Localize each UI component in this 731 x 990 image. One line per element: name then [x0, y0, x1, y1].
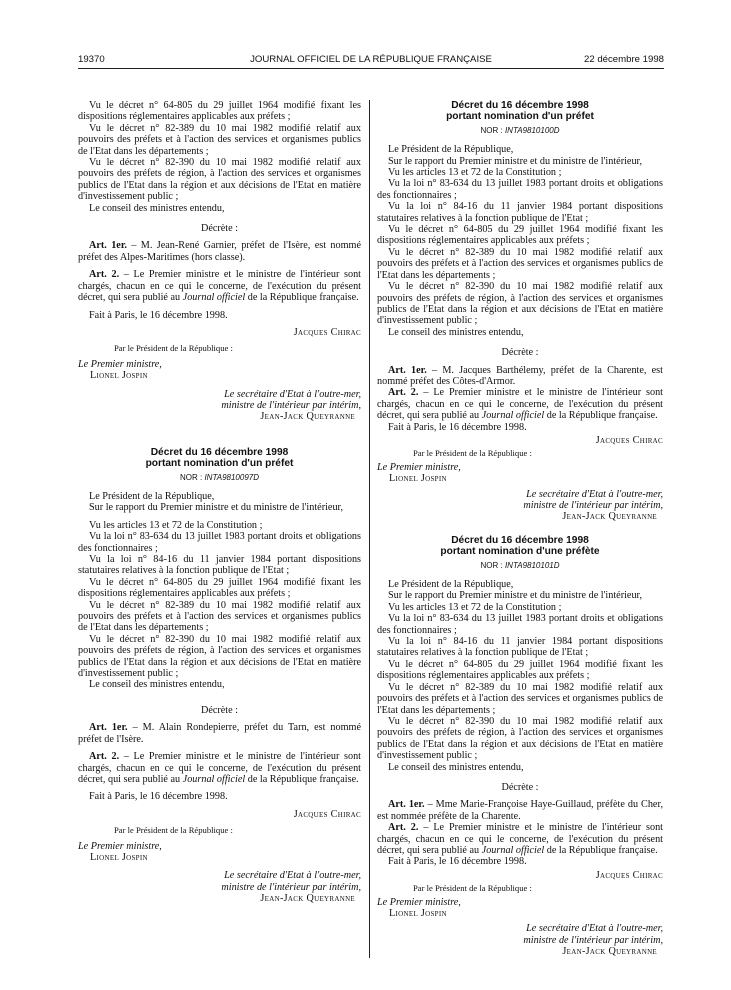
decrete-heading: Décrète :: [501, 347, 539, 359]
visa-paragraph: Vu le décret n° 82-390 du 10 mai 1982 modifié relatif aux pouvoirs des préfets de région, à l'action des services et organismes publics de l'Etat dans la région et aux décisions de l'Etat en matière d'investissement public ;: [377, 281, 663, 327]
article-text: de la République française.: [245, 292, 359, 304]
article-1: [78, 722, 361, 745]
article-text: – M. Jacques Barthélemy, préfet de la Charente, est nommé préfet des Côtes-d'Armor.: [377, 364, 663, 387]
right-column: [377, 100, 663, 958]
journal-officiel-mention: Journal officiel: [182, 773, 246, 785]
journal-officiel-mention: Journal officiel: [481, 844, 545, 856]
page-number: 19370: [78, 54, 105, 65]
issue-date: 22 décembre 1998: [583, 54, 664, 65]
secretaire-title-line1: Le secrétaire d'Etat à l'outre-mer,: [526, 488, 663, 500]
visa-paragraph: Vu la loi n° 84-16 du 11 janvier 1984 portant dispositions statutaires relatives à la fonction publique de l'Etat ;: [377, 201, 663, 224]
article-label: Art. 2.: [388, 387, 419, 399]
decree-subtitle: portant nomination d'un préfet: [145, 458, 294, 470]
nor-label: NOR :: [480, 125, 505, 135]
column-separator: [369, 100, 370, 958]
article-label: Art. 2.: [89, 269, 120, 281]
article-2: [78, 269, 361, 303]
article-text: – Le Premier ministre et le ministre de l'intérieur sont chargés, chacun en ce qui le concerne, de l'exécution du présent décret, qui sera publié au: [377, 822, 663, 856]
visa-paragraph: Vu le décret n° 82-389 du 10 mai 1982 modifié relatif aux pouvoirs des préfets et à l'action des services et organismes publics de l'Etat dans les départements ;: [377, 681, 663, 716]
visa-paragraph: Le conseil des ministres entendu,: [89, 679, 225, 691]
visa-paragraph: Vu le décret n° 82-389 du 10 mai 1982 modifié relatif aux pouvoirs des préfets et à l'action des services et organismes publics de l'Etat dans les départements ;: [78, 122, 361, 157]
visa-paragraph: Vu la loi n° 83-634 du 13 juillet 1983 portant droits et obligations des fonctionnaires ;: [377, 613, 663, 636]
visa-paragraph: Vu les articles 13 et 72 de la Constitution ;: [388, 601, 562, 613]
secretaire-name: Jean-Jack Queyranne: [260, 411, 355, 423]
president-signature: Jacques Chirac: [293, 808, 361, 820]
fait-a-paris: Fait à Paris, le 16 décembre 1998.: [388, 421, 527, 433]
article-text: – Le Premier ministre et le ministre de l'intérieur sont chargés, chacun en ce qui le concerne, de l'exécution du présent décret, qui sera publié au: [377, 387, 663, 422]
nor-code: INTA9810097D: [204, 472, 259, 482]
article-text: – M. Jean-René Garnier, préfet de l'Isère, est nommé préfet des Alpes-Maritimes (hors classe).: [78, 240, 361, 263]
article-text: – Le Premier ministre et le ministre de l'intérieur sont chargés, chacun en ce qui le concerne, de l'exécution du présent décret, qui sera publié au: [78, 751, 361, 785]
header-rule: [78, 68, 664, 69]
fait-a-paris: Fait à Paris, le 16 décembre 1998.: [89, 309, 228, 321]
president-line: Le Président de la République,: [388, 144, 514, 156]
article-text: – Mme Marie-Françoise Haye-Guillaud, préfète du Cher, est nommée préfète de la Charente.: [377, 799, 663, 822]
par-le-president: Par le Président de la République :: [413, 448, 532, 459]
visa-paragraph: Vu la loi n° 83-634 du 13 juillet 1983 portant droits et obligations des fonctionnaires ;: [377, 178, 663, 201]
par-le-president: Par le Président de la République :: [114, 343, 233, 354]
decree-subtitle: portant nomination d'un préfet: [446, 111, 594, 123]
nor-code: INTA9810100D: [504, 125, 560, 135]
nor-reference: [377, 125, 663, 136]
decree-barthelemy: [377, 100, 663, 523]
secretaire-name: Jean-Jack Queyranne: [562, 946, 657, 958]
premier-ministre-name: Lionel Jospin: [90, 851, 148, 863]
visa-paragraph: Vu les articles 13 et 72 de la Constitution ;: [388, 167, 562, 179]
secretaire-title-line2: ministre de l'intérieur par intérim,: [221, 399, 361, 411]
visa-paragraph: Le conseil des ministres entendu,: [388, 326, 524, 338]
president-line: Le Président de la République,: [388, 579, 514, 591]
secretaire-title-line1: Le secrétaire d'Etat à l'outre-mer,: [224, 388, 361, 400]
visa-paragraph: Vu le décret n° 64-805 du 29 juillet 1964 modifié fixant les dispositions réglementaires applicables aux préfets ;: [377, 658, 663, 682]
article-1: [377, 799, 663, 822]
visa-paragraph: Vu la loi n° 83-634 du 13 juillet 1983 portant droits et obligations des fonctionnaires ;: [78, 531, 361, 554]
visa-paragraph: Le conseil des ministres entendu,: [89, 202, 225, 214]
nor-reference: [78, 472, 361, 483]
visa-paragraph: Vu le décret n° 82-390 du 10 mai 1982 modifié relatif aux pouvoirs des préfets de région, à l'action des services et organismes publics de l'Etat dans la région et aux décisions de l'Etat en matière d'investissement public ;: [78, 633, 361, 680]
premier-ministre-name: Lionel Jospin: [90, 370, 148, 382]
journal-title: JOURNAL OFFICIEL DE LA RÉPUBLIQUE FRANÇAISE: [250, 54, 492, 65]
premier-ministre-title: Le Premier ministre,: [78, 840, 162, 852]
left-column: [78, 100, 361, 905]
visa-paragraph: Le conseil des ministres entendu,: [388, 761, 524, 773]
article-1: [377, 365, 663, 388]
decree-title: Décret du 16 décembre 1998: [451, 100, 589, 111]
article-2: [377, 822, 663, 856]
nor-reference: [377, 560, 663, 571]
secretaire-title-line1: Le secrétaire d'Etat à l'outre-mer,: [526, 923, 663, 935]
visa-paragraph: Vu le décret n° 64-805 du 29 juillet 1964 modifié fixant les dispositions réglementaires applicables aux préfets ;: [78, 100, 361, 123]
nor-label: NOR :: [179, 472, 205, 482]
secretaire-name: Jean-Jack Queyranne: [562, 511, 657, 523]
article-label: Art. 2.: [388, 822, 419, 834]
fait-a-paris: Fait à Paris, le 16 décembre 1998.: [388, 856, 527, 868]
article-label: Art. 1er.: [388, 799, 425, 811]
article-label: Art. 1er.: [89, 722, 128, 734]
premier-ministre-title: Le Premier ministre,: [78, 358, 162, 370]
article-label: Art. 1er.: [388, 364, 427, 376]
article-1: [78, 240, 361, 263]
decrete-heading: Décrète :: [200, 223, 239, 235]
nor-label: NOR :: [480, 560, 505, 570]
article-label: Art. 1er.: [89, 240, 127, 252]
decrete-heading: Décrète :: [501, 781, 539, 793]
secretaire-title-line1: Le secrétaire d'Etat à l'outre-mer,: [224, 870, 361, 882]
visa-paragraph: Vu le décret n° 64-805 du 29 juillet 1964 modifié fixant les dispositions réglementaires applicables aux préfets ;: [78, 576, 361, 600]
president-line: Le Président de la République,: [89, 490, 215, 502]
decrete-heading: Décrète :: [200, 704, 239, 716]
secretaire-title-line2: ministre de l'intérieur par intérim,: [523, 934, 663, 946]
secretaire-name: Jean-Jack Queyranne: [260, 893, 355, 905]
par-le-president: Par le Président de la République :: [114, 825, 233, 836]
visa-paragraph: Vu le décret n° 64-805 du 29 juillet 1964 modifié fixant les dispositions réglementaires applicables aux préfets ;: [377, 224, 663, 247]
visa-paragraph: Sur le rapport du Premier ministre et du ministre de l'intérieur,: [388, 590, 643, 602]
article-text: – Le Premier ministre et le ministre de l'intérieur sont chargés, chacun en ce qui le concerne, de l'exécution du présent décret, qui sera publié au: [78, 269, 361, 304]
visa-paragraph: Vu le décret n° 82-390 du 10 mai 1982 modifié relatif aux pouvoirs des préfets de région, à l'action des services et organismes publics de l'Etat dans la région et aux décisions de l'Etat en matière d'investissement public ;: [78, 157, 361, 203]
article-text: de la République française.: [544, 844, 658, 856]
article-text: – M. Alain Rondepierre, préfet du Tarn, est nommé préfet de l'Isère.: [78, 722, 361, 745]
page-header: [78, 54, 664, 68]
president-signature: Jacques Chirac: [293, 326, 361, 338]
visa-paragraph: Vu la loi n° 84-16 du 11 janvier 1984 portant dispositions statutaires relatives à la fonction publique de l'Etat ;: [78, 554, 361, 577]
visa-paragraph: Sur le rapport du Premier ministre et du ministre de l'intérieur,: [89, 502, 344, 514]
president-signature: Jacques Chirac: [595, 869, 663, 881]
premier-ministre-title: Le Premier ministre,: [377, 461, 461, 473]
article-text: de la République française.: [245, 773, 359, 785]
visa-paragraph: Vu le décret n° 82-389 du 10 mai 1982 modifié relatif aux pouvoirs des préfets et à l'action des services et organismes publics de l'Etat dans les départements ;: [78, 599, 361, 634]
visa-paragraph: Vu le décret n° 82-389 du 10 mai 1982 modifié relatif aux pouvoirs des préfets et à l'action des services et organismes publics de l'Etat dans les départements ;: [377, 246, 663, 281]
decree-title: Décret du 16 décembre 1998: [451, 534, 589, 546]
article-2: [377, 387, 663, 421]
journal-officiel-mention: Journal officiel: [182, 292, 246, 304]
visa-paragraph: Vu la loi n° 84-16 du 11 janvier 1984 portant dispositions statutaires relatives à la fonction publique de l'Etat ;: [377, 636, 663, 659]
secretaire-title-line2: ministre de l'intérieur par intérim,: [523, 500, 663, 511]
visa-paragraph: Sur le rapport du Premier ministre et du ministre de l'intérieur,: [388, 155, 643, 167]
premier-ministre-name: Lionel Jospin: [389, 908, 447, 919]
article-2: [78, 751, 361, 785]
decree-haye-guillaud: [377, 535, 663, 958]
article-label: Art. 2.: [89, 751, 120, 763]
decree-title: Décret du 16 décembre 1998: [150, 446, 289, 458]
premier-ministre-title: Le Premier ministre,: [377, 896, 461, 908]
par-le-president: Par le Président de la République :: [413, 883, 532, 894]
decree-rondepierre: [78, 447, 361, 905]
decree-subtitle: portant nomination d'une préfète: [440, 546, 600, 558]
premier-ministre-name: Lionel Jospin: [389, 473, 447, 485]
decree-garnier: [78, 100, 361, 423]
visa-paragraph: Vu le décret n° 82-390 du 10 mai 1982 modifié relatif aux pouvoirs des préfets de région, à l'action des services et organismes publics de l'Etat dans la région et aux décisions de l'Etat en matière d'investissement public ;: [377, 715, 663, 762]
president-signature: Jacques Chirac: [595, 434, 663, 446]
visa-paragraph: Vu les articles 13 et 72 de la Constitution ;: [89, 519, 263, 531]
journal-officiel-mention: Journal officiel: [481, 410, 545, 422]
article-text: de la République française.: [544, 410, 658, 422]
secretaire-title-line2: ministre de l'intérieur par intérim,: [221, 881, 361, 893]
nor-code: INTA9810101D: [504, 560, 560, 570]
fait-a-paris: Fait à Paris, le 16 décembre 1998.: [89, 791, 228, 803]
